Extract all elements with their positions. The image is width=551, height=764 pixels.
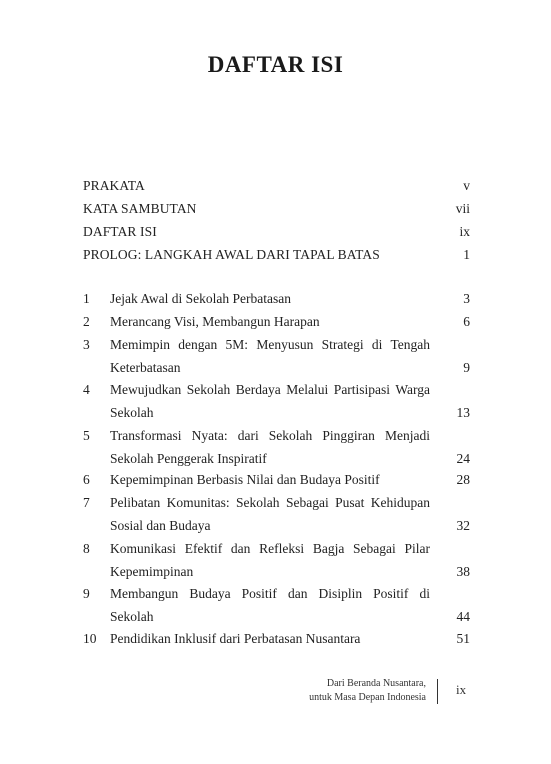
toc-entry-label: PROLOG: LANGKAH AWAL DARI TAPAL BATAS [83,247,380,262]
toc-chapter-4[interactable] [83,378,470,424]
chapter-number: 1 [83,291,90,306]
chapter-page: 6 [463,314,470,329]
toc-entry-label: DAFTAR ISI [83,224,157,239]
toc-entry-page: ix [459,224,470,239]
chapter-page: 28 [456,472,470,487]
toc-entry-kata-sambutan[interactable] [83,197,470,220]
running-book-title [309,677,426,705]
chapter-title: Kepemimpinan Berbasis Nilai dan Budaya Positif [110,472,380,487]
chapter-page: 24 [456,451,470,466]
toc-chapter-10[interactable] [83,627,470,650]
book-title-line-2: untuk Masa Depan Indonesia [309,692,426,703]
chapter-number: 2 [83,314,90,329]
toc-entry-prolog[interactable] [83,243,470,266]
chapter-title: Transformasi Nyata: dari Sekolah Pinggiran Menjadi Sekolah Penggerak Inspiratif [110,428,430,466]
chapter-title: Merancang Visi, Membangun Harapan [110,314,320,329]
toc-entry-daftar-isi[interactable] [83,220,470,243]
chapter-page: 13 [456,405,470,420]
toc-entry-prakata[interactable] [83,174,470,197]
toc-chapter-8[interactable] [83,537,470,583]
toc-chapter-6[interactable] [83,468,470,491]
page-title: DAFTAR ISI [207,52,344,77]
chapter-title: Mewujudkan Sekolah Berdaya Melalui Partisipasi Warga Sekolah [110,382,430,420]
chapter-title: Pendidikan Inklusif dari Perbatasan Nusantara [110,631,361,646]
toc-entry-label: KATA SAMBUTAN [83,201,197,216]
chapter-number: 10 [83,631,97,646]
toc-chapter-7[interactable] [83,491,470,537]
toc-chapter-9[interactable] [83,582,470,628]
chapter-page: 32 [456,518,470,533]
chapter-title: Komunikasi Efektif dan Refleksi Bagja Sebagai Pilar Kepemimpinan [110,541,430,579]
chapter-title: Jejak Awal di Sekolah Perbatasan [110,291,291,306]
footer-page-number: ix [456,682,467,697]
chapter-number: 8 [83,541,90,556]
toc-chapter-1[interactable] [83,287,470,310]
page-footer [0,677,551,707]
chapter-page: 9 [463,360,470,375]
toc-entry-label: PRAKATA [83,178,145,193]
chapter-page: 38 [456,564,470,579]
chapter-number: 6 [83,472,90,487]
chapter-title: Memimpin dengan 5M: Menyusun Strategi di Tengah Keterbatasan [110,337,430,375]
book-title-line-1: Dari Beranda Nusantara, [326,678,426,689]
chapter-number: 3 [83,337,90,352]
chapter-number: 9 [83,586,90,601]
chapter-number: 4 [83,382,90,397]
chapter-page: 44 [456,609,470,624]
toc-entry-page: vii [455,201,470,216]
chapter-title: Pelibatan Komunitas: Sekolah Sebagai Pusat Kehidupan Sosial dan Budaya [110,495,430,533]
toc-entry-page: 1 [463,247,470,262]
toc-chapter-5[interactable] [83,424,470,470]
chapter-number: 7 [83,495,90,510]
chapter-title: Membangun Budaya Positif dan Disiplin Positif di Sekolah [110,586,430,624]
chapter-number: 5 [83,428,90,443]
chapter-page: 3 [463,291,470,306]
toc-entry-page: v [463,178,470,193]
toc-chapter-3[interactable] [83,333,470,379]
footer-divider [437,679,438,704]
front-matter-list [83,174,470,266]
chapter-page: 51 [456,631,470,646]
toc-chapter-2[interactable] [83,310,470,333]
